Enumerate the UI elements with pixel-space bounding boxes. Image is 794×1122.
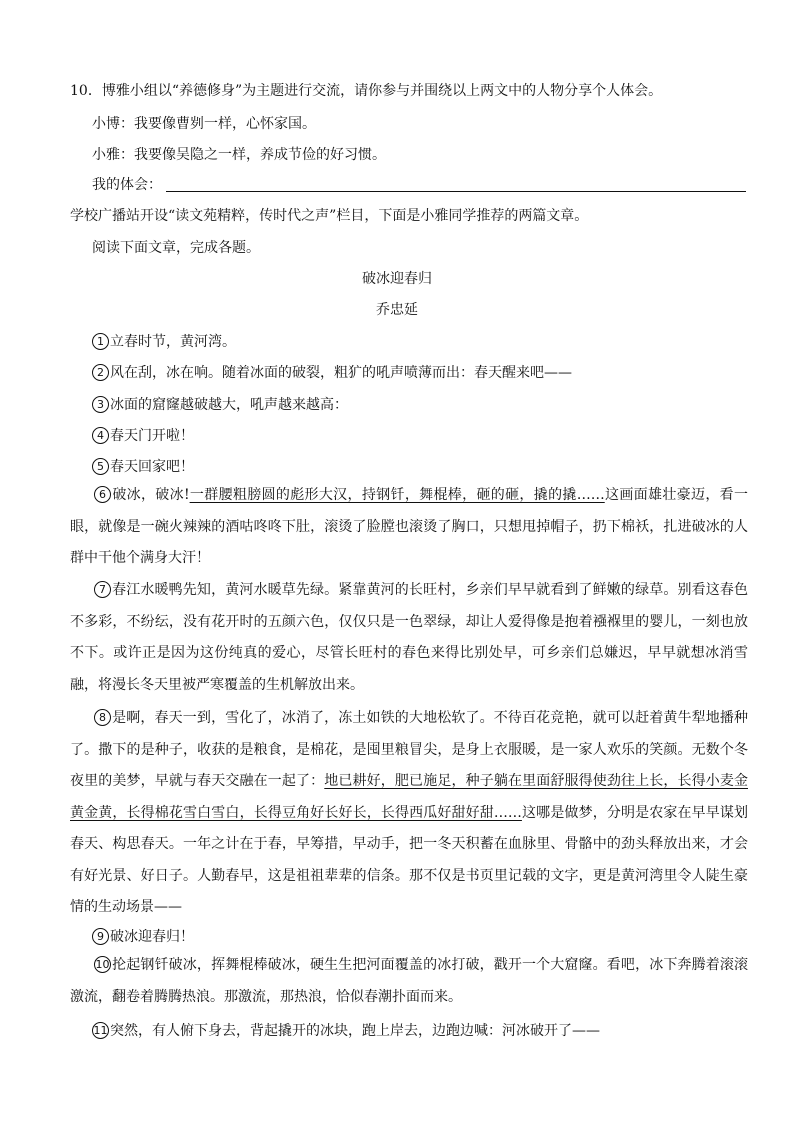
paragraph-number: 5 [92,458,109,475]
paragraph-text: 立春时节，黄河湾。 [110,334,236,350]
paragraph-number: 9 [92,928,109,945]
paragraph-text: 是啊，春天一到，雪化了，冰消了，冻土如铁的大地松软了。不待百花竞艳，就可以赶着黄牛犁地播种了。撒下的是种子，收获的是粮食，是棉花，是囤里粮冒尖，是身上衣服暖，是一家人欢乐的笑颜。无数个冬夜里的美梦，早就与春天交融在一起了： [70,710,748,789]
paragraph-7 [70,575,748,701]
underlined-passage: 地已耕好，肥已施足，种子躺在里面舒服得使劲往上长，长得小麦金黄金黄，长得棉花雪白雪白，长得豆角好长好长，长得西瓜好甜好甜…… [70,773,748,821]
paragraph-number: 2 [92,364,109,381]
paragraph-text: 春天回家吧！ [110,459,194,475]
paragraph-number: 11 [93,1024,108,1037]
paragraph-number: 3 [92,396,109,413]
paragraph-3 [92,396,348,413]
article-title: 破冰迎春归 [362,271,432,287]
article-author: 乔忠延 [376,302,418,318]
paragraph-number: 4 [92,427,109,444]
paragraph-text: 春天门开啦！ [110,428,194,444]
paragraph-4 [92,427,194,444]
paragraph-number: 8 [94,709,111,726]
paragraph-text: 突然，有人俯下身去，背起撬开的冰块，跑上岸去，边跑边喊：河冰破开了—— [110,1023,600,1039]
broadcast-intro: 学校广播站开设“读文苑精粹，传时代之声”栏目，下面是小雅同学推荐的两篇文章。 [70,208,589,224]
xiaobo-statement: 小博：我要像曹刿一样，心怀家国。 [92,116,316,132]
underlined-passage: 一群腰粗膀圆的彪形大汉，持钢钎，舞棍棒，砸的砸，撬的撬…… [189,487,605,503]
paragraph-text-continued: 这画面雄壮豪迈，看一眼，就像是一碗火辣辣的酒咕咚咚下肚，滚烫了脸膛也滚烫了胸口，只想甩掉帽子，扔下棉袄，扎进破冰的人群中干他个满身大汗！ [70,487,748,566]
paragraph-text: 春江水暖鸭先知，黄河水暖草先绿。紧靠黄河的长旺村，乡亲们早早就看到了鲜嫩的绿草。别看这春色不多彩，不纷纭，没有花开时的五颜六色，仅仅只是一色翠绿，却让人爱得像是抱着襁褓里的婴儿，一刻也放不下。或许正是因为这份纯真的爱心，尽管长旺村的春色来得比别处早，可乡亲们总嫌迟，早早就想冰消雪融，将漫长冬天里被严寒覆盖的生机解放出来。 [70,582,748,693]
paragraph-2 [92,364,572,381]
paragraph-number: 6 [94,486,111,503]
paragraph-8 [70,703,748,924]
my-reflection-label: 我的体会： [92,177,162,193]
paragraph-text: 冰面的窟窿越破越大，吼声越来越高： [110,397,348,413]
paragraph-number: 10 [95,958,110,971]
question-10-prompt: 10．博雅小组以“养德修身”为主题进行交流，请你参与并围绕以上两文中的人物分享个人体会。 [70,83,663,99]
paragraph-5 [92,458,194,475]
reading-instruction: 阅读下面文章，完成各题。 [92,240,260,256]
paragraph-1 [92,333,236,350]
paragraph-number: 1 [92,333,109,350]
paragraph-11 [92,1022,600,1039]
paragraph-6 [70,480,748,575]
paragraph-text: 抡起钢钎破冰，挥舞棍棒破冰，硬生生把河面覆盖的冰打破，戳开一个大窟窿。看吧，冰下奔腾着滚滚激流，翻卷着腾腾热浪。那激流，那热浪，恰似春潮扑面而来。 [70,957,748,1005]
paragraph-text: 风在刮，冰在响。随着冰面的破裂，粗犷的吼声喷薄而出：春天醒来吧—— [110,365,572,381]
xiaoya-statement: 小雅：我要像吴隐之一样，养成节俭的好习惯。 [92,147,386,163]
paragraph-9 [92,928,194,945]
answer-blank-line[interactable] [166,191,746,192]
paragraph-number: 7 [94,581,111,598]
paragraph-text: 破冰，破冰! [112,487,190,503]
paragraph-text-continued: 这哪是做梦，分明是农家在早早谋划春天、构思春天。一年之计在于春，早筹措，早动手，把一冬天积蓄在血脉里、骨骼中的劲头释放出来，才会有好光景、好日子。人勤春早，这是祖祖辈辈的信条。那不仅是书页里记载的文字，更是黄河湾里令人陡生豪情的生动场景—— [70,804,749,915]
paragraph-text: 破冰迎春归！ [110,929,194,945]
paragraph-10 [70,950,748,1013]
